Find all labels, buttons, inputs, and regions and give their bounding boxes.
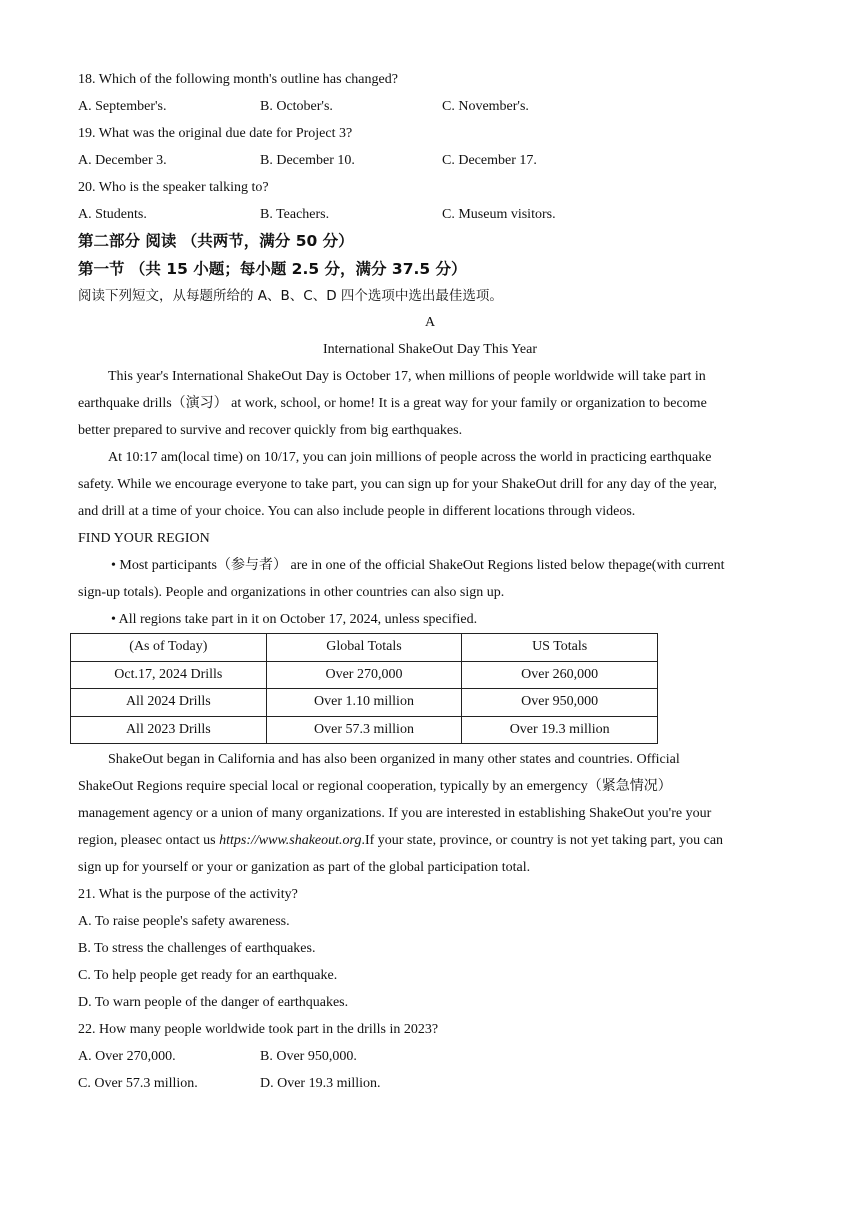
- section-subtitle: 第一节 （共 15 小题；每小题 2.5 分，满分 37.5 分）: [78, 260, 467, 278]
- paragraph-3-line-2: ShakeOut Regions require special local or regional cooperation, typically by an emergency（紧急情况）: [78, 779, 672, 794]
- table-cell: Over 260,000: [462, 661, 658, 689]
- question-21: 21. What is the purpose of the activity?: [78, 887, 298, 902]
- shakeout-url-link[interactable]: https://www.shakeout.org: [219, 833, 362, 848]
- q22-option-c: C. Over 57.3 million.: [78, 1076, 198, 1091]
- question-19: 19. What was the original due date for Project 3?: [78, 126, 353, 141]
- table-header-cell: Global Totals: [266, 634, 462, 662]
- table-cell: Oct.17, 2024 Drills: [71, 661, 267, 689]
- region-heading: FIND YOUR REGION: [78, 531, 210, 546]
- paragraph-2-line-3: and drill at a time of your choice. You can also include people in different locations through videos.: [78, 504, 636, 519]
- question-22: 22. How many people worldwide took part in the drills in 2023?: [78, 1022, 439, 1037]
- q19-option-a: A. December 3.: [78, 153, 167, 168]
- table-header-row: [71, 634, 658, 662]
- drill-totals-table: [70, 633, 658, 744]
- paragraph-3-text: region, pleasec ontact us: [78, 833, 220, 848]
- q21-option-c: C. To help people get ready for an earthquake.: [78, 968, 338, 983]
- bullet-1-line-1: • Most participants（参与者） are in one of the official ShakeOut Regions listed below thepage(with current: [111, 558, 725, 573]
- table-cell: All 2024 Drills: [71, 689, 267, 717]
- table-cell: Over 270,000: [266, 661, 462, 689]
- paragraph-3-line-5: sign up for yourself or your or ganization as part of the global participation total.: [78, 860, 531, 875]
- paragraph-2-line-2: safety. While we encourage everyone to take part, you can sign up for your ShakeOut drill for any day of the year,: [78, 477, 717, 492]
- q18-option-a: A. September's.: [78, 99, 167, 114]
- table-cell: Over 950,000: [462, 689, 658, 717]
- table-row: [71, 689, 658, 717]
- q20-option-a: A. Students.: [78, 207, 147, 222]
- q22-option-b: B. Over 950,000.: [260, 1049, 357, 1064]
- table-cell: Over 57.3 million: [266, 716, 462, 744]
- table-cell: Over 1.10 million: [266, 689, 462, 717]
- q20-option-c: C. Museum visitors.: [442, 207, 556, 222]
- passage-letter: A: [424, 315, 436, 330]
- part-title: 第二部分 阅读 （共两节，满分 50 分）: [78, 232, 354, 250]
- paragraph-1-line-1: This year's International ShakeOut Day is October 17, when millions of people worldwide will take part in: [108, 369, 706, 384]
- paragraph-1-line-3: better prepared to survive and recover quickly from big earthquakes.: [78, 423, 463, 438]
- q21-option-b: B. To stress the challenges of earthquakes.: [78, 941, 316, 956]
- table-row: [71, 716, 658, 744]
- q22-option-d: D. Over 19.3 million.: [260, 1076, 381, 1091]
- q21-option-a: A. To raise people's safety awareness.: [78, 914, 290, 929]
- paragraph-3-line-3: management agency or a union of many organizations. If you are interested in establishing ShakeOut you're your: [78, 806, 712, 821]
- question-20: 20. Who is the speaker talking to?: [78, 180, 269, 195]
- q22-option-a: A. Over 270,000.: [78, 1049, 176, 1064]
- table-cell: Over 19.3 million: [462, 716, 658, 744]
- bullet-1-line-2: sign-up totals). People and organizations in other countries can also sign up.: [78, 585, 505, 600]
- paragraph-1-line-2: earthquake drills（演习） at work, school, or home! It is a great way for your family or organization to become: [78, 396, 707, 411]
- q21-option-d: D. To warn people of the danger of earthquakes.: [78, 995, 349, 1010]
- q18-option-b: B. October's.: [260, 99, 333, 114]
- paragraph-3-line-4: [78, 831, 723, 851]
- paragraph-3-line-1: ShakeOut began in California and has also been organized in many other states and countries. Official: [108, 752, 680, 767]
- table-cell: All 2023 Drills: [71, 716, 267, 744]
- passage-title: International ShakeOut Day This Year: [323, 342, 537, 357]
- table-header-cell: US Totals: [462, 634, 658, 662]
- q18-option-c: C. November's.: [442, 99, 529, 114]
- q19-option-c: C. December 17.: [442, 153, 537, 168]
- q19-option-b: B. December 10.: [260, 153, 355, 168]
- table-header-cell: (As of Today): [71, 634, 267, 662]
- q20-option-b: B. Teachers.: [260, 207, 330, 222]
- paragraph-2-line-1: At 10:17 am(local time) on 10/17, you can join millions of people across the world in practicing earthquake: [108, 450, 712, 465]
- question-18: 18. Which of the following month's outline has changed?: [78, 72, 398, 87]
- bullet-2: • All regions take part in it on October 17, 2024, unless specified.: [111, 612, 478, 627]
- table-row: [71, 661, 658, 689]
- paragraph-3-text: .If your state, province, or country is not yet taking part, you can: [361, 833, 724, 848]
- instruction: 阅读下列短文，从每题所给的 A、B、C、D 四个选项中选出最佳选项。: [78, 288, 503, 304]
